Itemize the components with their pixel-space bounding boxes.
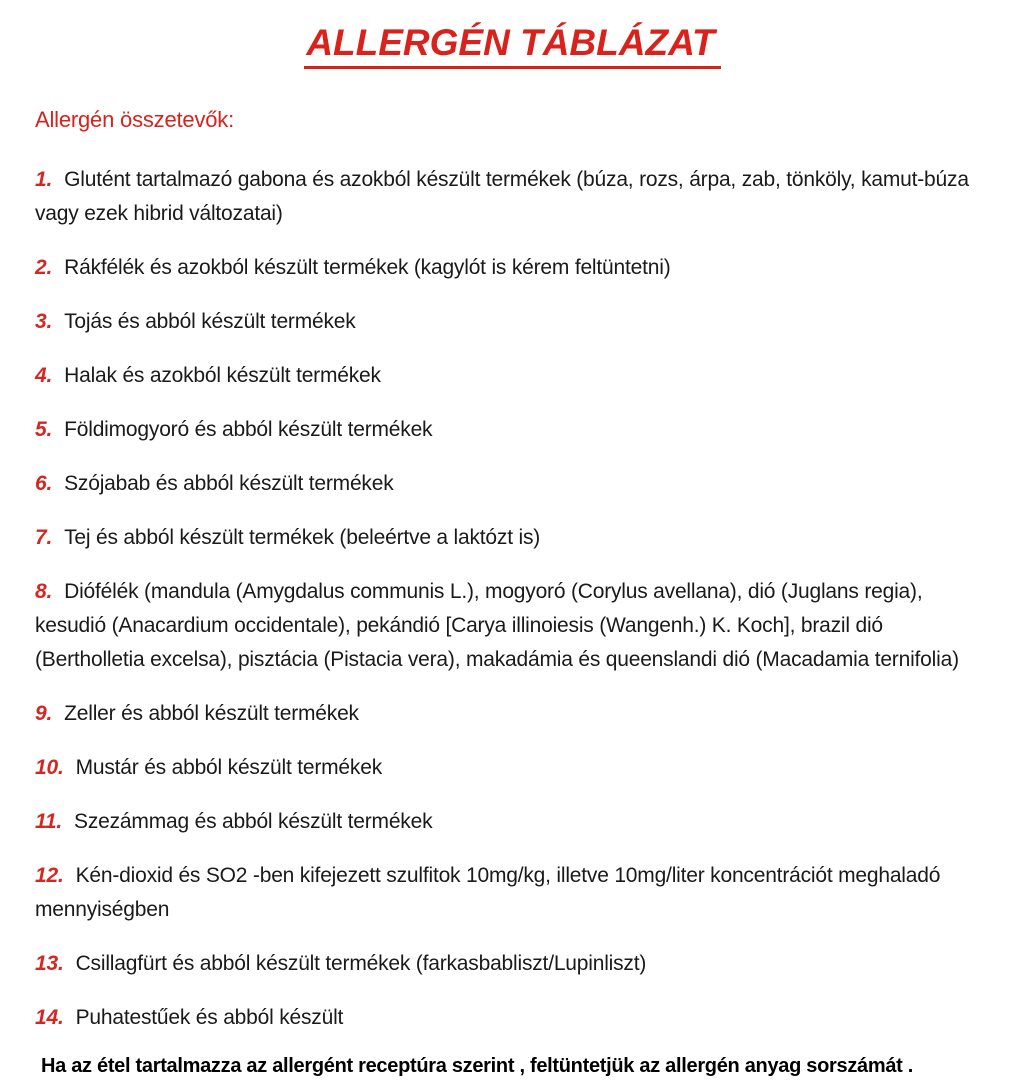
item-text: Szezámmag és abból készült termékek	[74, 810, 433, 833]
item-number: 3.	[35, 310, 53, 333]
allergen-item-8	[35, 575, 990, 677]
item-text: Diófélék (mandula (Amygdalus communis L.), mogyoró (Corylus avellana), dió (Juglans regia), kesudió (Anacardium occidentale), pekándió [Carya illinoiesis (Wangenh.) K. Koch], brazil dió (Bertholletia excelsa), pisztácia (Pistacia vera), makadámia és queenslandi dió (Macadamia ternifolia)	[35, 580, 959, 671]
item-number: 8.	[35, 580, 53, 603]
allergen-item-3	[35, 305, 990, 339]
item-text: Szójabab és abból készült termékek	[64, 472, 394, 495]
item-text: Földimogyoró és abból készült termékek	[64, 418, 433, 441]
item-number: 9.	[35, 702, 53, 725]
item-text: Zeller és abból készült termékek	[64, 702, 359, 725]
item-text: Rákfélék és azokból készült termékek (kagylót is kérem feltüntetni)	[64, 256, 671, 279]
item-text: Tojás és abból készült termékek	[64, 310, 356, 333]
allergen-item-7	[35, 521, 990, 555]
allergen-item-5	[35, 413, 990, 447]
allergen-item-4	[35, 359, 990, 393]
page-title: ALLERGÉN TÁBLÁZAT	[304, 22, 720, 69]
item-number: 10.	[35, 756, 64, 779]
item-text: Tej és abból készült termékek (beleértve a laktózt is)	[64, 526, 541, 549]
item-text: Puhatestűek és abból készült	[75, 1006, 344, 1029]
footer-note: Ha az étel tartalmazza az allergént receptúra szerint , feltüntetjük az allergén anyag sorszámát .	[41, 1055, 914, 1077]
allergen-list	[35, 163, 990, 1035]
allergen-item-6	[35, 467, 990, 501]
item-number: 4.	[35, 364, 53, 387]
allergen-item-2	[35, 251, 990, 285]
item-number: 14.	[35, 1006, 64, 1029]
item-number: 2.	[35, 256, 53, 279]
item-number: 11.	[35, 810, 63, 833]
item-text: Glutént tartalmazó gabona és azokból készült termékek (búza, rozs, árpa, zab, tönköly, kamut-búza vagy ezek hibrid változatai)	[35, 168, 969, 225]
item-text: Csillagfürt és abból készült termékek (farkasbabliszt/Lupinliszt)	[75, 952, 647, 975]
title-container	[35, 22, 990, 69]
allergen-item-1	[35, 163, 990, 231]
allergen-item-10	[35, 751, 990, 785]
item-number: 12.	[35, 864, 64, 887]
allergen-item-14	[35, 1001, 990, 1035]
allergen-item-12	[35, 859, 990, 927]
section-heading: Allergén összetevők:	[35, 107, 234, 132]
item-text: Halak és azokból készült termékek	[64, 364, 381, 387]
item-number: 5.	[35, 418, 53, 441]
item-text: Kén-dioxid és SO2 -ben kifejezett szulfitok 10mg/kg, illetve 10mg/liter koncentrációt meghaladó mennyiségben	[35, 864, 941, 921]
item-number: 13.	[35, 952, 64, 975]
allergen-item-11	[35, 805, 990, 839]
item-text: Mustár és abból készült termékek	[75, 756, 382, 779]
allergen-item-13	[35, 947, 990, 981]
item-number: 6.	[35, 472, 53, 495]
allergen-item-9	[35, 697, 990, 731]
item-number: 1.	[35, 168, 53, 191]
item-number: 7.	[35, 526, 53, 549]
